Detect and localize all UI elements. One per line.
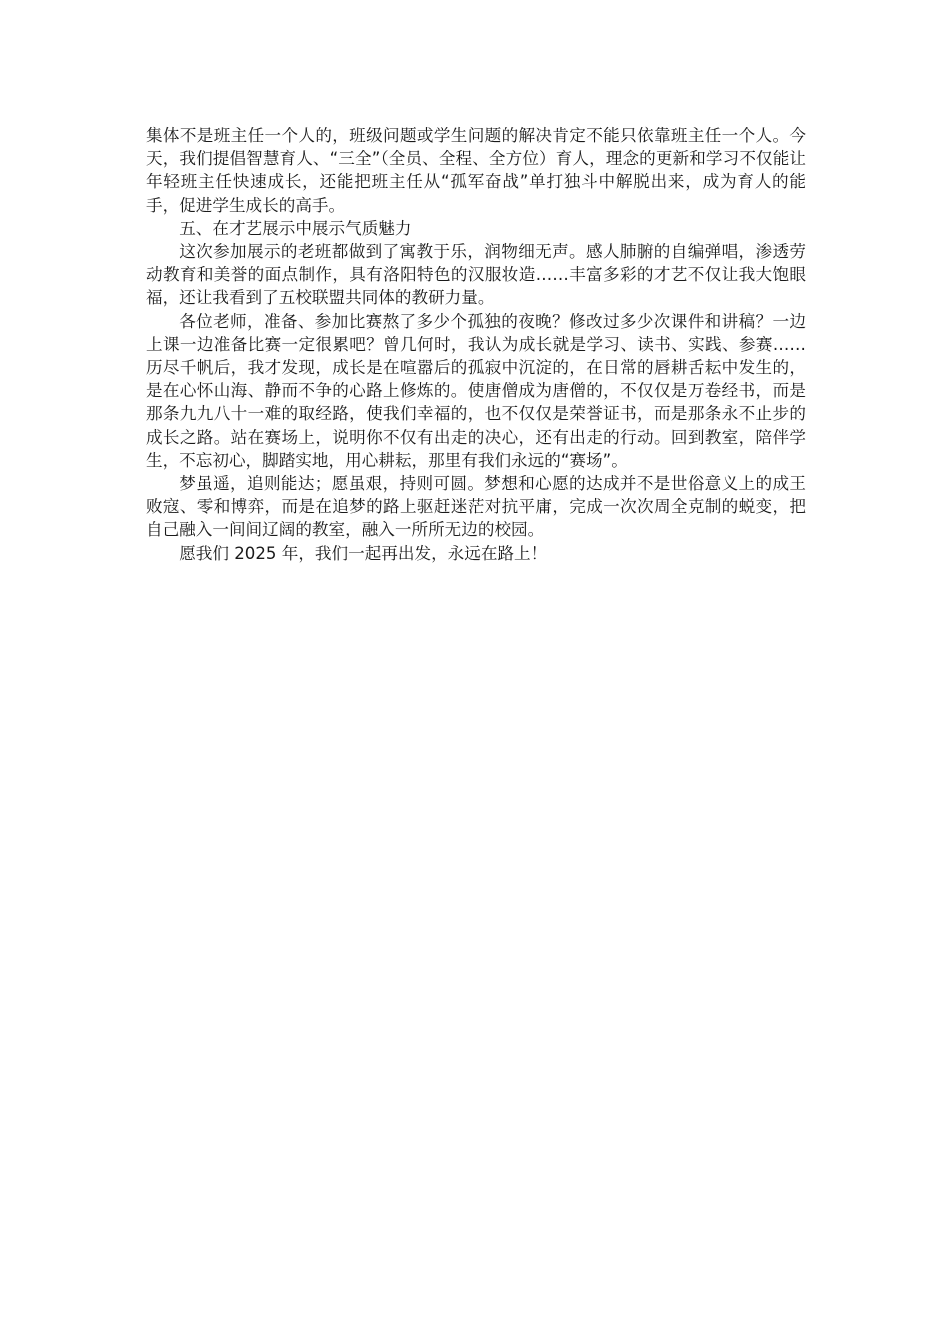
section-heading: 五、在才艺展示中展示气质魅力 xyxy=(179,218,412,238)
paragraph-growth-reflection: 各位老师，准备、参加比赛熬了多少个孤独的夜晚？修改过多少次课件和讲稿？一边上课一边准备比赛一定很累吧？曾几何时，我认为成长就是学习、读书、实践、参赛……历尽千帆后，我才发现，成长是在喧嚣后的孤寂中沉淀的，在日常的唇耕舌耘中发生的，是在心怀山海、静而不争的心路上修炼的。使唐僧成为唐僧的，不仅仅是万卷经书，而是那条九九八十一难的取经路，使我们幸福的，也不仅仅是荣誉证书，而是那条永不止步的成长之路。站在赛场上，说明你不仅有出走的决心，还有出走的行动。回到教室，陪伴学生，不忘初心，脚踏实地，用心耕耘，那里有我们永远的“赛场”。 xyxy=(146,311,806,470)
paragraph-closing: 愿我们 2025 年，我们一起再出发，永远在路上！ xyxy=(179,543,548,563)
paragraph-continued: 集体不是班主任一个人的，班级问题或学生问题的解决肯定不能只依靠班主任一个人。今天，我们提倡智慧育人、“三全”（全员、全程、全方位）育人，理念的更新和学习不仅能让年轻班主任快速成长，还能把班主任从“孤军奋战”单打独斗中解脱出来，成为育人的能手，促进学生成长的高手。 xyxy=(146,126,806,215)
paragraph-talent-show: 这次参加展示的老班都做到了寓教于乐，润物细无声。感人肺腑的自编弹唱，渗透劳动教育和美誉的面点制作，具有洛阳特色的汉服妆造……丰富多彩的才艺不仅让我大饱眼福，还让我看到了五校联盟共同体的教研力量。 xyxy=(146,242,806,308)
document-body xyxy=(146,124,806,565)
paragraph-dreams: 梦虽遥，追则能达；愿虽艰，持则可圆。梦想和心愿的达成并不是世俗意义上的成王败寇、零和博弈，而是在追梦的路上驱赶迷茫对抗平庸，完成一次次周全克制的蜕变，把自己融入一间间辽阔的教室，融入一所所无边的校园。 xyxy=(146,474,806,540)
